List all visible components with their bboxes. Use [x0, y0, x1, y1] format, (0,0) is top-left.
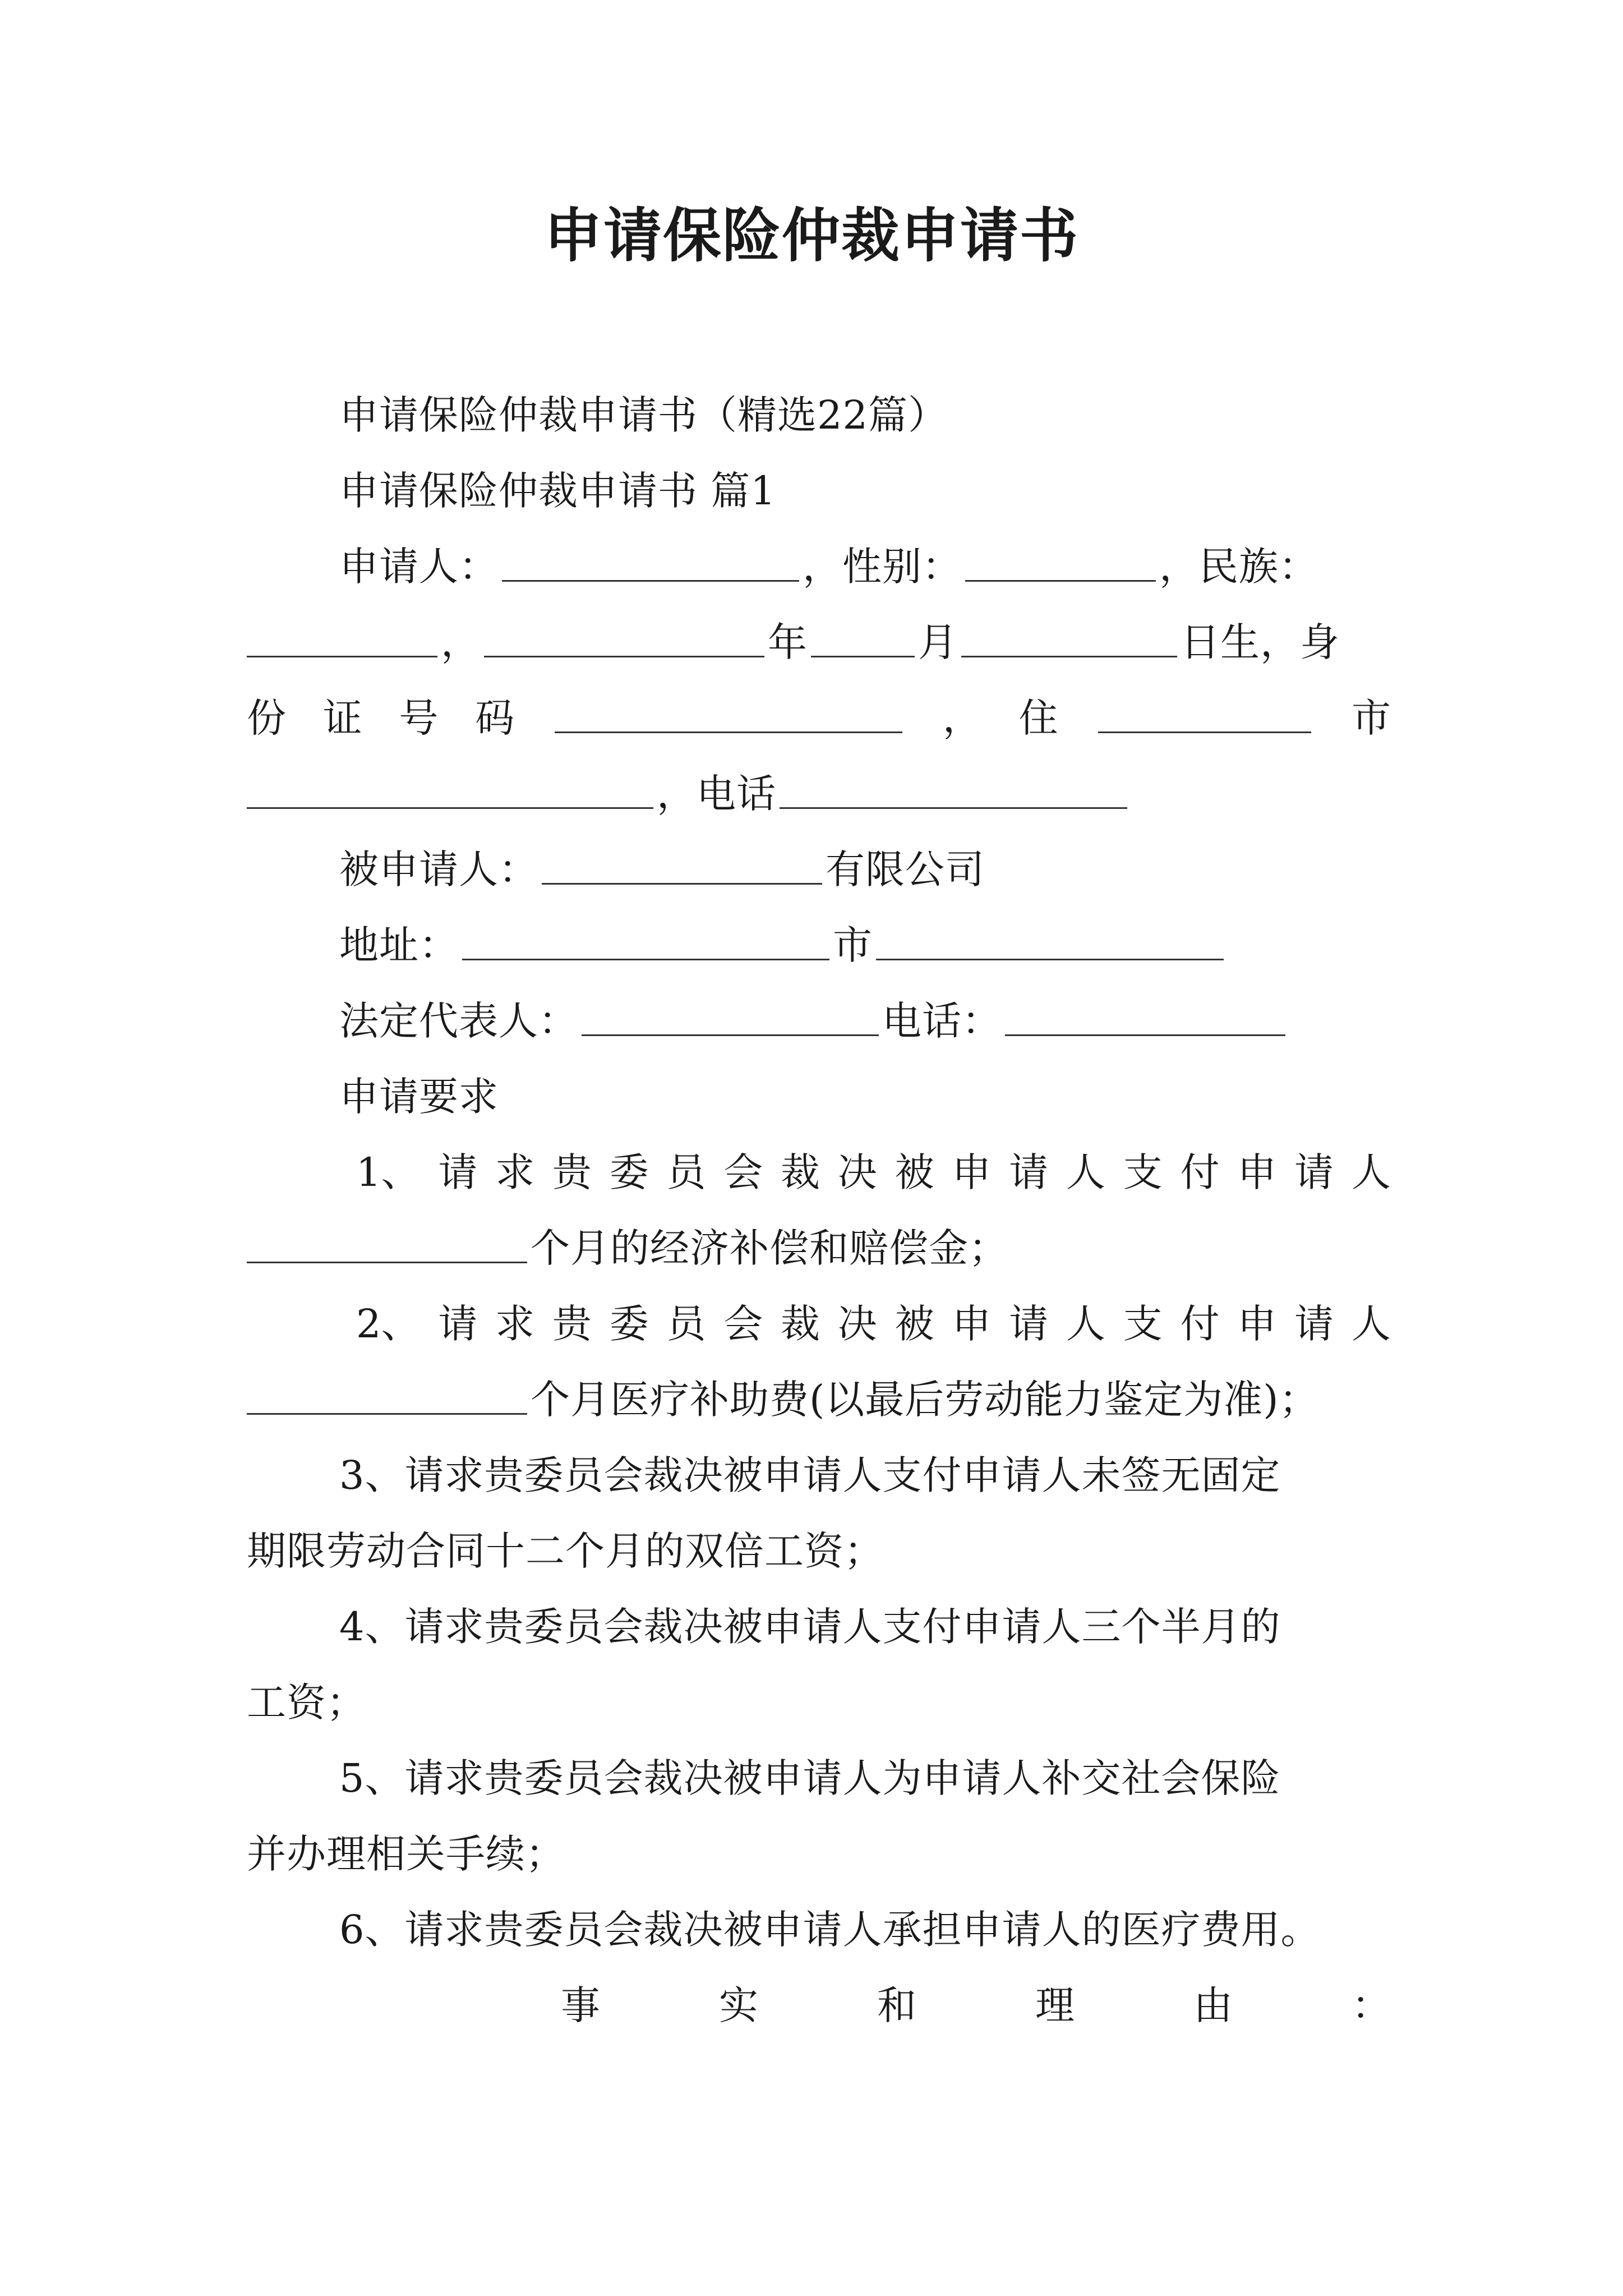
request-4-line-2: 工资； — [247, 1680, 366, 1726]
legal-rep-line — [247, 987, 1391, 1055]
request-char: 求 — [495, 1301, 535, 1347]
comma: ， — [942, 695, 982, 741]
address-label: 地址： — [339, 922, 459, 968]
respondent-label: 被申请人： — [339, 846, 538, 892]
request-3-line-2: 期限劳动合同十二个月的双倍工资； — [247, 1528, 884, 1574]
request-char: 请 — [438, 1149, 478, 1195]
request-char: 1、 — [356, 1149, 421, 1195]
request-char: 请 — [438, 1301, 478, 1347]
request-3-line-1: 3、请求贵委员会裁决被申请人支付申请人未签无固定 — [339, 1452, 1281, 1498]
request-char: 裁 — [781, 1301, 820, 1347]
city-label: 市 — [833, 922, 873, 968]
request-char: 贵 — [552, 1301, 592, 1347]
phone-label: ，电话 — [657, 771, 776, 817]
request-1-line-2 — [247, 1214, 1391, 1282]
request-char: 求 — [495, 1149, 535, 1195]
request-char: 员 — [666, 1301, 706, 1347]
request-char: 委 — [609, 1301, 649, 1347]
facts-char: 实 — [719, 1982, 758, 2028]
request-char: 申 — [1237, 1149, 1277, 1195]
request-2-tail: 个月医疗补助费(以最后劳动能力鉴定为准)； — [531, 1377, 1319, 1423]
request-char: 被 — [895, 1149, 934, 1195]
birth-year-blank — [484, 609, 764, 657]
request-char: 被 — [895, 1301, 934, 1347]
respondent-name-blank — [542, 836, 822, 885]
request-char: 人 — [1351, 1301, 1391, 1347]
applicant-line-1 — [247, 533, 1391, 600]
request-1-tail: 个月的经济补偿和赔偿金； — [531, 1225, 1008, 1271]
nation-blank — [247, 609, 437, 657]
request-char: 请 — [1294, 1301, 1334, 1347]
applicant-line-3 — [247, 684, 1391, 752]
birth-month-blank — [811, 609, 915, 657]
document-title: 申请保险仲裁申请书 — [543, 201, 1079, 270]
nation-label: ，民族： — [1159, 544, 1318, 590]
request-char: 人 — [1351, 1149, 1391, 1195]
request-char: 委 — [609, 1149, 649, 1195]
residence-blank — [1098, 684, 1311, 733]
request-char: 决 — [837, 1301, 877, 1347]
id-char: 份 — [247, 695, 286, 741]
id-char: 证 — [322, 695, 362, 741]
month-label: 月 — [918, 619, 958, 665]
requests-heading: 申请要求 — [339, 1074, 499, 1120]
respondent-line — [247, 836, 1391, 903]
city-label: 市 — [1352, 695, 1391, 741]
gender-label: ，性别： — [803, 544, 962, 590]
phone-blank — [780, 760, 1127, 809]
request-5-line-2: 并办理相关手续； — [247, 1831, 565, 1877]
request-char: 请 — [1294, 1149, 1334, 1195]
birth-day-blank — [961, 609, 1177, 657]
facts-char: 由 — [1193, 1982, 1233, 2028]
facts-heading — [247, 1972, 1391, 2039]
applicant-line-2 — [247, 609, 1391, 676]
request-1-line-1 — [247, 1139, 1391, 1206]
request-char: 请 — [1009, 1301, 1049, 1347]
respondent-phone-blank — [1005, 987, 1285, 1036]
facts-char: ： — [1352, 1982, 1391, 2028]
request-char: 贵 — [552, 1149, 592, 1195]
id-char: 码 — [475, 695, 515, 741]
request-char: 2、 — [356, 1301, 421, 1347]
applicant-line-4 — [247, 760, 1391, 827]
request-6: 6、请求贵委员会裁决被申请人承担申请人的医疗费用。 — [339, 1907, 1321, 1953]
request-char: 申 — [952, 1301, 992, 1347]
request-char: 支 — [1123, 1301, 1163, 1347]
request-char: 申 — [952, 1149, 992, 1195]
birth-label: 日生，身 — [1181, 619, 1340, 665]
request-char: 会 — [723, 1149, 763, 1195]
facts-char: 理 — [1035, 1982, 1075, 2028]
request-4-line-1: 4、请求贵委员会裁决被申请人支付申请人三个半月的 — [339, 1604, 1281, 1650]
company-label: 有限公司 — [826, 846, 985, 892]
residence-label: 住 — [1018, 695, 1058, 741]
applicant-name-blank — [502, 533, 799, 582]
request-char: 决 — [837, 1149, 877, 1195]
respondent-phone-label: 电话： — [882, 998, 1002, 1044]
gender-blank — [965, 533, 1156, 582]
months-blank — [247, 1366, 527, 1415]
section-heading: 申请保险仲裁申请书 篇1 — [339, 468, 776, 514]
request-char: 会 — [723, 1301, 763, 1347]
request-char: 申 — [1237, 1301, 1277, 1347]
request-char: 付 — [1180, 1301, 1220, 1347]
address-blank — [247, 760, 653, 809]
subtitle: 申请保险仲裁申请书（精选22篇） — [339, 392, 948, 438]
id-number-blank — [555, 684, 902, 733]
legal-rep-label: 法定代表人： — [339, 998, 578, 1044]
facts-char: 和 — [877, 1982, 916, 2028]
legal-rep-blank — [582, 987, 879, 1036]
request-char: 请 — [1009, 1149, 1049, 1195]
facts-char: 事 — [561, 1982, 600, 2028]
respondent-address-line — [247, 912, 1391, 979]
year-label: 年 — [768, 619, 808, 665]
respondent-address-blank — [462, 912, 829, 960]
applicant-label: 申请人： — [339, 544, 499, 590]
respondent-city-blank — [876, 912, 1224, 960]
request-char: 员 — [666, 1149, 706, 1195]
request-char: 裁 — [781, 1149, 820, 1195]
separator: ， — [441, 619, 481, 665]
request-2-line-1 — [247, 1290, 1391, 1358]
request-char: 人 — [1066, 1149, 1105, 1195]
request-5-line-1: 5、请求贵委员会裁决被申请人为申请人补交社会保险 — [339, 1755, 1281, 1801]
request-char: 付 — [1180, 1149, 1220, 1195]
request-2-line-2 — [247, 1366, 1391, 1433]
id-char: 号 — [399, 695, 439, 741]
request-char: 人 — [1066, 1301, 1105, 1347]
request-char: 支 — [1123, 1149, 1163, 1195]
months-blank — [247, 1214, 527, 1263]
